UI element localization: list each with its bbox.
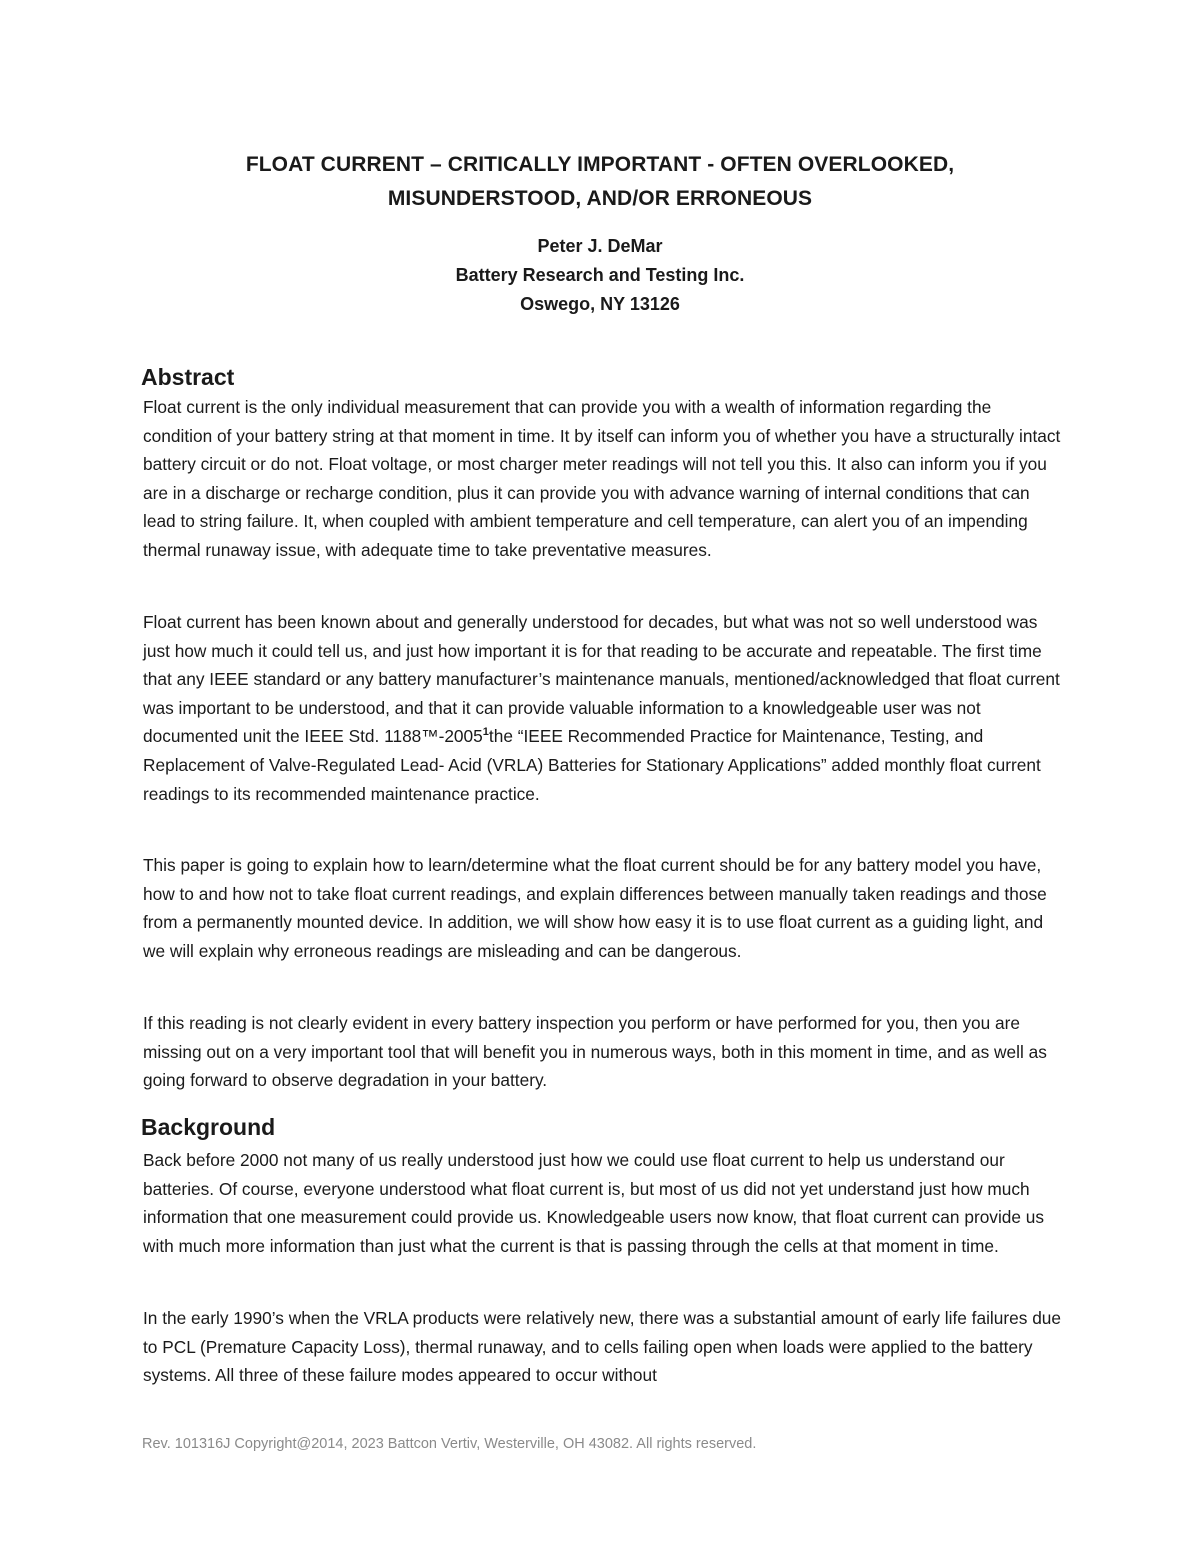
abstract-p2-before-footnote: Float current has been known about and generally understood for decades, but what was not so well understood was just how much it could tell us, and just how important it is for that reading to be accurate and repeatable. The first time that any IEEE standard or any battery manufacturer’s maintenance manuals, mentioned/acknowledged that float current was important to be understood, and that it can provide valuable information to a knowledgeable user was not documented unit the IEEE Std. 1188™-2005: [143, 612, 1060, 747]
abstract-heading: Abstract: [141, 364, 235, 390]
author-organization: Battery Research and Testing Inc.: [455, 265, 745, 285]
abstract-p1-text: Float current is the only individual measurement that can provide you with a wealth of information regarding the condition of your battery string at that moment in time. It by itself can inform you of whether you have a structurally intact battery circuit or do not. Float voltage, or most charger meter readings will not tell you this. It also can inform you if you are in a discharge or recharge condition, plus it can provide you with advance warning of internal conditions that can lead to string failure. It, when coupled with ambient temperature and cell temperature, can alert you of an impending thermal runaway issue, with adequate time to take preventative measures.: [143, 397, 1061, 560]
background-p2-text: In the early 1990’s when the VRLA products were relatively new, there was a substantial amount of early life failures due to PCL (Premature Capacity Loss), thermal runaway, and to cells failing open when loads were applied to the battery systems. All three of these failure modes appeared to occur without: [143, 1308, 1062, 1386]
abstract-p2-after-footnote: the “IEEE Recommended Practice for Maintenance, Testing, and Replacement of Valve-Regulated Lead- Acid (VRLA) Batteries for Stationary Applications” added monthly float current readings to its recommended maintenance practice.: [143, 726, 1041, 804]
author-name: Peter J. DeMar: [537, 236, 663, 256]
background-paragraph-2: [143, 1304, 1063, 1390]
abstract-p3-text: This paper is going to explain how to learn/determine what the float current should be for any battery model you have, how to and how not to take float current readings, and explain differences between manually taken readings and those from a permanently mounted device. In addition, we will show how easy it is to use float current as a guiding light, and we will explain why erroneous readings are misleading and can be dangerous.: [143, 855, 1047, 961]
abstract-paragraph-4: [143, 1009, 1063, 1095]
abstract-paragraph-1: [143, 393, 1063, 565]
title-line-1: FLOAT CURRENT – CRITICALLY IMPORTANT - OFTEN OVERLOOKED,: [245, 153, 955, 176]
footnote-marker: 1: [482, 726, 489, 739]
paper-title: [140, 148, 1060, 216]
page-footer: Rev. 101316J Copyright@2014, 2023 Battcon Vertiv, Westerville, OH 43082. All rights reserved.: [142, 1436, 757, 1452]
abstract-paragraph-2: [143, 608, 1063, 808]
author-block: [140, 232, 1060, 319]
abstract-paragraph-3: [143, 851, 1063, 965]
background-paragraph-1: [143, 1146, 1063, 1260]
abstract-p2-text: [143, 608, 1063, 808]
title-line-2: MISUNDERSTOOD, AND/OR ERRONEOUS: [387, 187, 813, 210]
background-heading: Background: [141, 1114, 276, 1140]
author-location: Oswego, NY 13126: [520, 294, 680, 314]
abstract-p4-text: If this reading is not clearly evident in every battery inspection you perform or have performed for you, then you are missing out on a very important tool that will benefit you in numerous ways, both in this moment in time, and as well as going forward to observe degradation in your battery.: [143, 1013, 1047, 1091]
background-p1-text: Back before 2000 not many of us really understood just how we could use float current to help us understand our batteries. Of course, everyone understood what float current is, but most of us did not yet understand just how much information that one measurement could provide us. Knowledgeable users now know, that float current can provide us with much more information than just what the current is that is passing through the cells at that moment in time.: [143, 1150, 1045, 1256]
